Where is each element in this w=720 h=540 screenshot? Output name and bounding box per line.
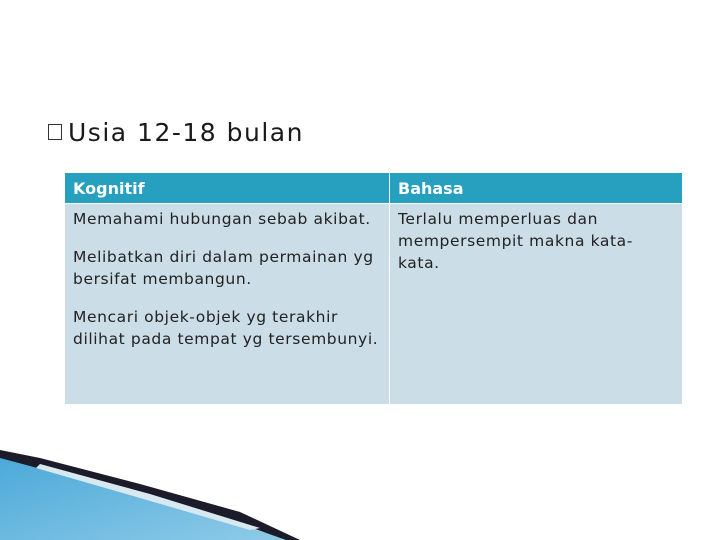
kognitif-item: Memahami hubungan sebab akibat. — [73, 210, 371, 228]
header-bahasa: Bahasa — [390, 173, 683, 204]
kognitif-item: Mencari objek-objek yg terakhir dilihat pada tempat yg tersembunyi. — [73, 308, 379, 348]
box-bullet-icon — [48, 124, 62, 140]
decorative-swoosh — [0, 450, 720, 540]
table-row — [65, 204, 683, 405]
table-header-row — [65, 173, 683, 204]
slide-heading — [48, 118, 304, 147]
content-table — [64, 172, 683, 405]
heading-text: Usia 12-18 bulan — [68, 118, 304, 147]
header-kognitif: Kognitif — [65, 173, 390, 204]
bahasa-item: Terlalu memperluas dan mempersempit makna kata-kata. — [398, 210, 633, 272]
cell-bahasa — [390, 204, 683, 405]
kognitif-item: Melibatkan diri dalam permainan yg bersifat membangun. — [73, 248, 374, 288]
cell-kognitif — [65, 204, 390, 405]
